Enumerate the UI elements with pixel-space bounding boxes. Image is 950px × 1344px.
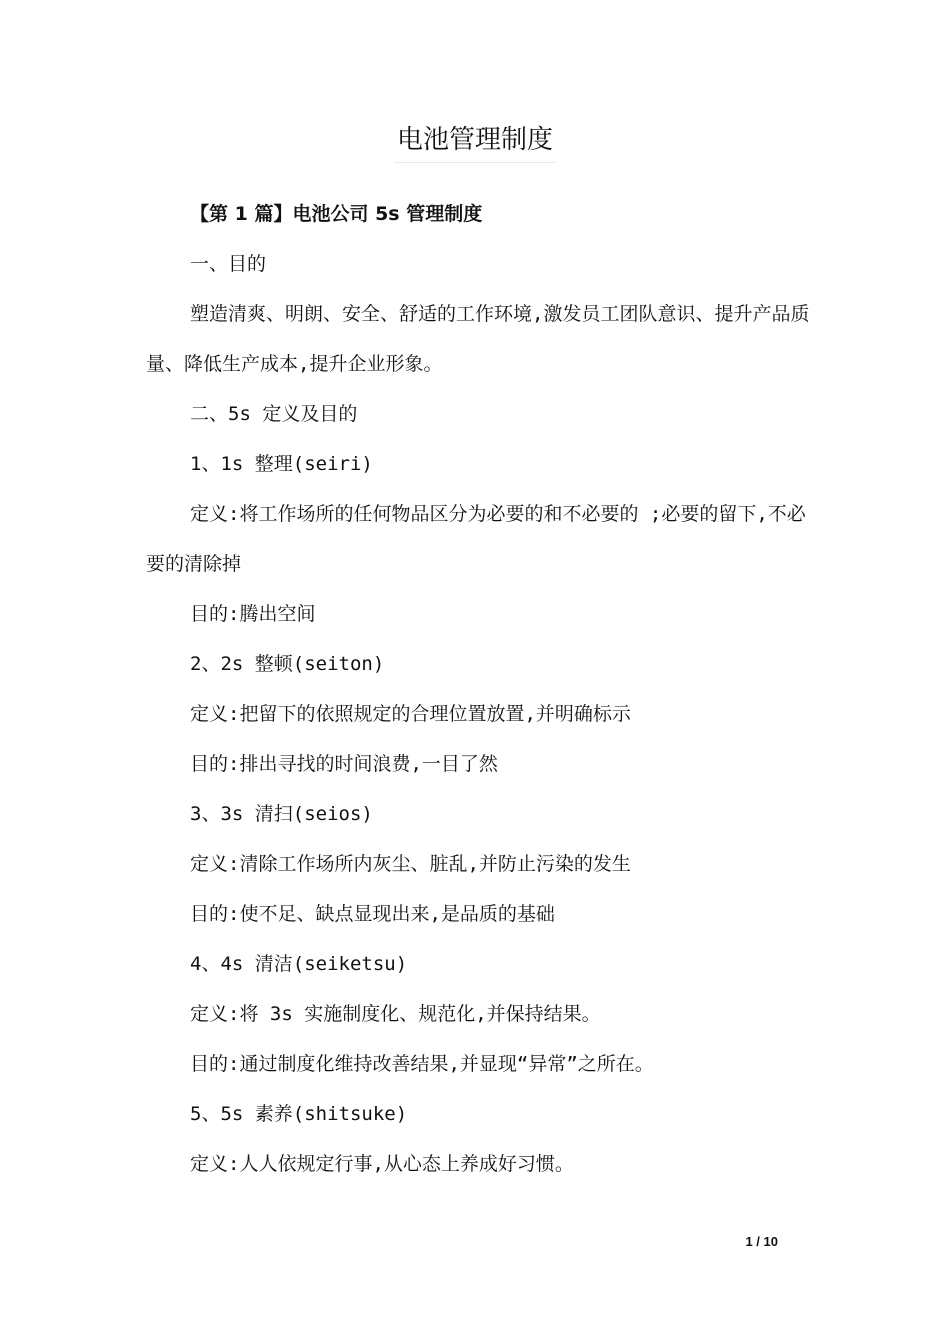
section-heading: 【第 1 篇】电池公司 5s 管理制度 [190,203,483,225]
paragraph: 目的:通过制度化维持改善结果,并显现“异常”之所在。 [190,1053,654,1075]
paragraph: 二、5s 定义及目的 [190,403,358,425]
paragraph: 4、4s 清洁(seiketsu) [190,953,408,975]
paragraph: 一、目的 [190,253,267,275]
paragraph: 定义:清除工作场所内灰尘、脏乱,并防止污染的发生 [190,853,631,875]
document-body [146,189,814,1189]
paragraph: 2、2s 整顿(seiton) [190,653,385,675]
paragraph: 定义:将 3s 实施制度化、规范化,并保持结果。 [190,1003,601,1025]
paragraph: 目的:排出寻找的时间浪费,一目了然 [190,753,498,775]
paragraph: 目的:使不足、缺点显现出来,是品质的基础 [190,903,555,925]
paragraph: 3、3s 清扫(seios) [190,803,373,825]
paragraph: 定义:将工作场所的任何物品区分为必要的和不必要的 ;必要的留下,不必要的清除掉 [146,503,806,575]
page-indicator: 1 / 10 [745,1234,778,1249]
paragraph: 目的:腾出空间 [190,603,316,625]
paragraph: 定义:人人依规定行事,从心态上养成好习惯。 [190,1153,574,1175]
paragraph: 5、5s 素养(shitsuke) [190,1103,408,1125]
paragraph: 定义:把留下的依照规定的合理位置放置,并明确标示 [190,703,631,725]
paragraph: 1、1s 整理(seiri) [190,453,373,475]
document-title: 电池管理制度 [0,118,950,163]
paragraph: 塑造清爽、明朗、安全、舒适的工作环境,激发员工团队意识、提升产品质量、降低生产成本,提升企业形象。 [146,303,810,375]
